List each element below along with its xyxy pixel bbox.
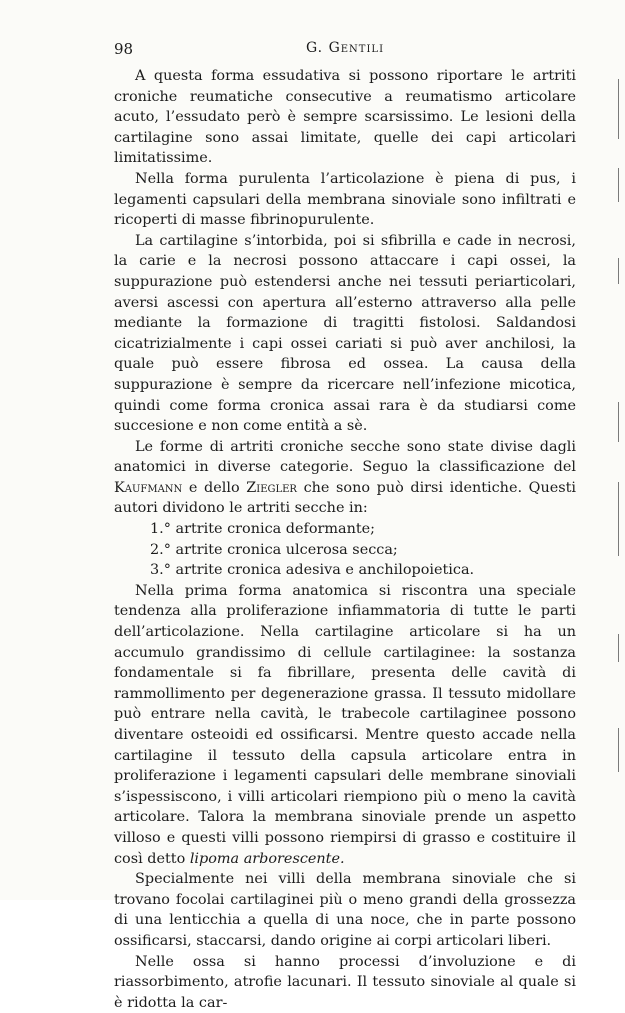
classification-outro: che sono può dirsi identiche. Questi autori dividono le artriti secche in: [114,479,576,517]
term-lipoma-arborescente: lipoma arborescente. [189,850,345,867]
classification-intro: Le forme di artriti croniche secche sono state divise dagli anatomici in diverse categorie. Seguo la classificazione del [114,438,576,476]
running-head-author: G. Gentili [305,40,385,56]
author-name-kaufmann: Kaufmann [114,479,183,496]
scan-edge-mark [618,728,619,772]
paragraph-forma-anatomica [114,581,576,869]
running-header [114,40,576,62]
paragraph-villi: Specialmente nei villi della membrana sinoviale che si trovano focolai cartilaginei più o meno grandi della grossezza di una lenticchia a quella di una noce, che in parte possono ossificarsi, staccarsi, dando origine ai corpi articolari liberi. [114,871,576,949]
page-number: 98 [114,40,134,58]
classification-between: e dello [188,479,240,496]
list-item: 2.° artrite cronica ulcerosa secca; [150,541,398,558]
paragraph-classificazione [114,437,576,519]
scan-edge-mark [618,482,619,556]
list-item: 3.° artrite cronica adesiva e anchilopoietica. [150,562,475,579]
list-item: 1.° artrite cronica deformante; [150,521,376,538]
paragraph-ossa: Nelle ossa si hanno processi d’involuzione e di riassorbimento, atrofie lacunari. Il tessuto sinoviale al quale si è ridotta la car- [114,953,576,1011]
scan-edge-mark [618,634,619,662]
scan-edge-mark [618,402,619,442]
scan-edge-mark [618,79,619,139]
paragraph-cartilagine: La cartilagine s’intorbida, poi si sfibrilla e cade in necrosi, la carie e la necrosi possono attaccare i capi ossei, la suppurazione può estendersi anche nei tessuti periarticolari, aversi ascessi con apertura all’esterno attraverso alla pelle mediante la formazione di tragitti fistolosi. Saldandosi cicatrizialmente i capi ossei cariati si può aver anchilosi, la quale può essere fibrosa ed ossea. La causa della suppurazione è sempre da ricercare nell’infezione micotica, quindi come forma cronica assai rara è da studiarsi come succesione e non come entità a sè. [114,232,576,435]
scan-edge-mark [618,258,619,284]
anatomic-text: Nella prima forma anatomica si riscontra una speciale tendenza alla proliferazione infiammatoria di tutte le parti dell’articolazione. Nella cartilagine articolare si ha un accumulo grandissimo di cellule cartilaginee: la sostanza fondamentale si fa fibrillare, presenta delle cavità di rammollimento per degenerazione grassa. Il tessuto midollare può entrare nella cavità, le trabecole cartilaginee possono diventare osteoidi ed ossificarsi. Mentre questo accade nella cartilagine il tessuto della capsula articolare entra in proliferazione i legamenti capsulari delle membrane sinoviali s’ispessiscono, i villi articolari riempiono più o meno la cavità articolare. Talora la membrana sinoviale prende un aspetto villoso e questi villi possono riempirsi di grasso e costituire il così detto [114,582,576,867]
paragraph-essudativa: A questa forma essudativa si possono riportare le artriti croniche reumatiche consecutive a reumatismo articolare acuto, l’essudato però è sempre scarsissimo. Le lesioni della cartilagine sono assai limitate, quelle dei capi articolari limitatissime. [114,68,576,167]
paragraph-purulenta: Nella forma purulenta l’articolazione è piena di pus, i legamenti capsulari della membrana sinoviale sono infiltrati e ricoperti di masse fibrinopurulente. [114,170,576,229]
author-name-ziegler: Ziegler [246,479,297,496]
body-text [114,66,576,1013]
scan-edge-mark [618,168,619,202]
